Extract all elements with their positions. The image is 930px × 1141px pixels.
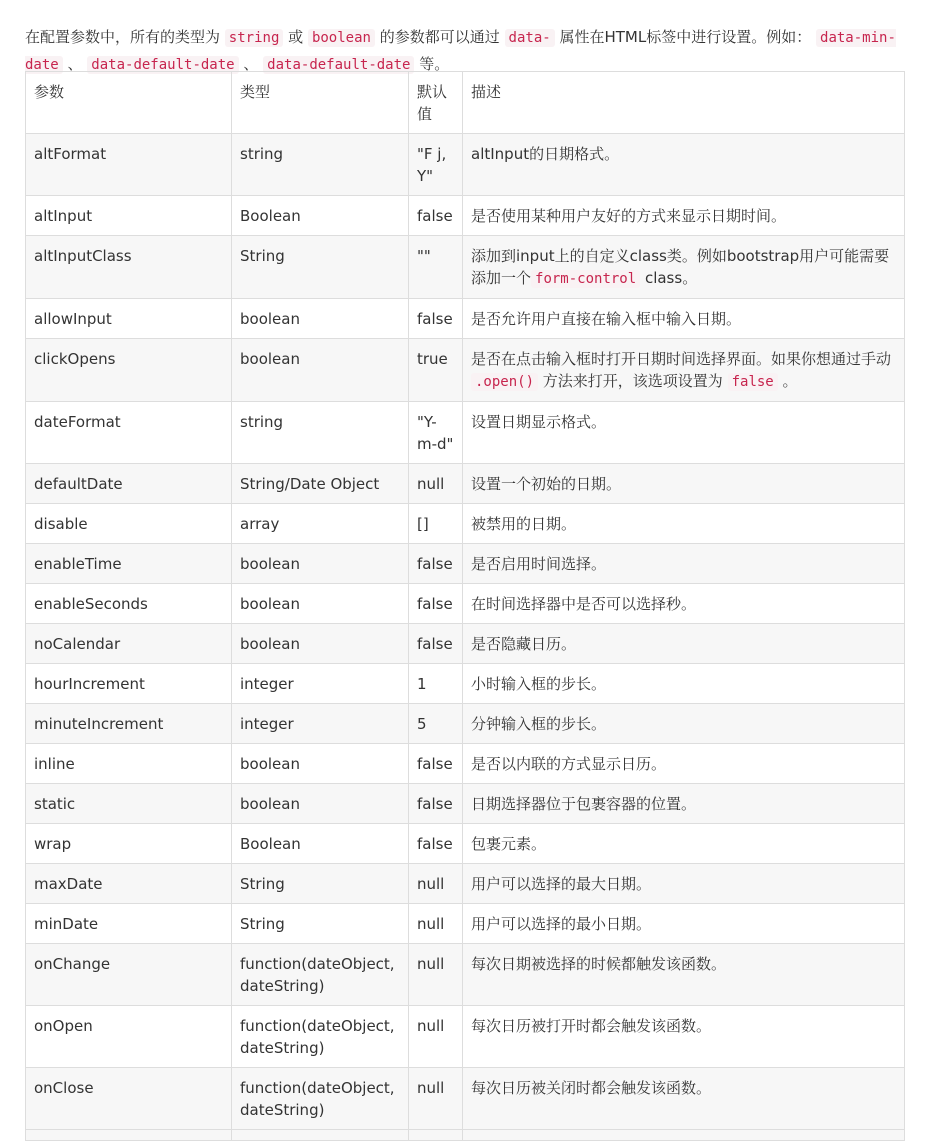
table-row (26, 236, 905, 299)
table-row (26, 784, 905, 824)
inline-code: string (225, 29, 284, 47)
cell-description: 设置日期显示格式。 (463, 402, 905, 464)
cell-default: false (409, 544, 463, 584)
cell-type: string (232, 402, 409, 464)
table-row (26, 664, 905, 704)
cell-default: false (409, 299, 463, 339)
cell-default: null (409, 1068, 463, 1130)
intro-text: 的参数都可以通过 (379, 28, 500, 46)
desc-text: 添加到input上的自定义class类。例如bootstrap用户可能需要添加一个 (471, 247, 890, 287)
table-row (26, 1006, 905, 1068)
cell-empty (409, 1130, 463, 1141)
desc-text: class。 (644, 269, 698, 287)
cell-param: defaultDate (26, 464, 232, 504)
cell-param: inline (26, 744, 232, 784)
intro-text: 或 (288, 28, 304, 46)
header-type: 类型 (232, 72, 409, 134)
cell-param: static (26, 784, 232, 824)
intro-paragraph (25, 24, 905, 78)
desc-text: 是否在点击输入框时打开日期时间选择界面。如果你想通过手动 (471, 350, 892, 368)
cell-default: false (409, 744, 463, 784)
desc-text: 。 (782, 372, 798, 390)
cell-default: false (409, 196, 463, 236)
cell-type: Boolean (232, 196, 409, 236)
intro-text: 属性在HTML标签中进行设置。例如： (559, 28, 812, 46)
table-row (26, 402, 905, 464)
inline-code: data- (505, 29, 555, 47)
cell-param: minuteIncrement (26, 704, 232, 744)
cell-type: boolean (232, 584, 409, 624)
cell-type: boolean (232, 299, 409, 339)
intro-text: 、 (67, 55, 83, 73)
table-row (26, 624, 905, 664)
cell-description (463, 339, 905, 402)
cell-type: Boolean (232, 824, 409, 864)
table-row (26, 196, 905, 236)
table-row (26, 299, 905, 339)
desc-text: 方法来打开，该选项设置为 (542, 372, 723, 390)
cell-description: 是否允许用户直接在输入框中输入日期。 (463, 299, 905, 339)
cell-type: String/Date Object (232, 464, 409, 504)
cell-default: "" (409, 236, 463, 299)
cell-param: altInput (26, 196, 232, 236)
intro-text: 、 (243, 55, 259, 73)
cell-description: 是否使用某种用户友好的方式来显示日期时间。 (463, 196, 905, 236)
cell-type: array (232, 504, 409, 544)
cell-default: null (409, 464, 463, 504)
inline-code: form-control (531, 270, 640, 288)
cell-param: altInputClass (26, 236, 232, 299)
cell-default: false (409, 624, 463, 664)
cell-default: null (409, 904, 463, 944)
cell-description: 是否启用时间选择。 (463, 544, 905, 584)
table-row (26, 944, 905, 1006)
cell-empty (463, 1130, 905, 1141)
cell-default: null (409, 864, 463, 904)
cell-description: 是否以内联的方式显示日历。 (463, 744, 905, 784)
cell-param: allowInput (26, 299, 232, 339)
cell-description: 用户可以选择的最小日期。 (463, 904, 905, 944)
cell-type: function(dateObject, dateString) (232, 1068, 409, 1130)
header-description: 描述 (463, 72, 905, 134)
inline-code: .open() (471, 373, 538, 391)
cell-default: 5 (409, 704, 463, 744)
cell-description: 分钟输入框的步长。 (463, 704, 905, 744)
cell-description: 被禁用的日期。 (463, 504, 905, 544)
cell-default: "F j, Y" (409, 134, 463, 196)
inline-code: false (728, 373, 778, 391)
cell-type: integer (232, 664, 409, 704)
cell-default: [] (409, 504, 463, 544)
table-row (26, 904, 905, 944)
cell-param: wrap (26, 824, 232, 864)
header-default: 默认值 (409, 72, 463, 134)
cell-param: hourIncrement (26, 664, 232, 704)
intro-text: 等。 (419, 55, 450, 73)
table-row-partial (26, 1130, 905, 1141)
table-row (26, 339, 905, 402)
table-row (26, 864, 905, 904)
table-row (26, 704, 905, 744)
table-row (26, 584, 905, 624)
cell-default: null (409, 1006, 463, 1068)
cell-default: false (409, 584, 463, 624)
cell-description: 包裹元素。 (463, 824, 905, 864)
inline-code: data-min-date (25, 30, 896, 73)
cell-empty (26, 1130, 232, 1141)
inline-code: data-default-date (87, 56, 238, 74)
cell-description: 日期选择器位于包裹容器的位置。 (463, 784, 905, 824)
cell-default: 1 (409, 664, 463, 704)
cell-param: onChange (26, 944, 232, 1006)
cell-param: noCalendar (26, 624, 232, 664)
table-row (26, 544, 905, 584)
table-row (26, 744, 905, 784)
inline-code: boolean (308, 29, 375, 47)
table-header-row (26, 72, 905, 134)
cell-param: dateFormat (26, 402, 232, 464)
cell-param: disable (26, 504, 232, 544)
cell-type: String (232, 236, 409, 299)
cell-param: altFormat (26, 134, 232, 196)
header-param: 参数 (26, 72, 232, 134)
cell-type: integer (232, 704, 409, 744)
cell-type: boolean (232, 544, 409, 584)
cell-description: 是否隐藏日历。 (463, 624, 905, 664)
cell-description (463, 236, 905, 299)
cell-param: clickOpens (26, 339, 232, 402)
cell-description: altInput的日期格式。 (463, 134, 905, 196)
cell-description: 每次日历被关闭时都会触发该函数。 (463, 1068, 905, 1130)
cell-param: maxDate (26, 864, 232, 904)
cell-empty (232, 1130, 409, 1141)
options-table (25, 71, 905, 1141)
cell-type: boolean (232, 339, 409, 402)
cell-param: enableSeconds (26, 584, 232, 624)
cell-description: 小时输入框的步长。 (463, 664, 905, 704)
cell-param: enableTime (26, 544, 232, 584)
cell-type: function(dateObject, dateString) (232, 944, 409, 1006)
cell-description: 每次日历被打开时都会触发该函数。 (463, 1006, 905, 1068)
table-row (26, 1068, 905, 1130)
table-row (26, 464, 905, 504)
cell-default: false (409, 824, 463, 864)
cell-type: boolean (232, 784, 409, 824)
cell-description: 用户可以选择的最大日期。 (463, 864, 905, 904)
cell-default: null (409, 944, 463, 1006)
table-row (26, 504, 905, 544)
cell-default: "Y-m-d" (409, 402, 463, 464)
cell-type: string (232, 134, 409, 196)
table-row (26, 134, 905, 196)
table-row (26, 824, 905, 864)
cell-type: boolean (232, 744, 409, 784)
cell-param: onOpen (26, 1006, 232, 1068)
cell-type: String (232, 864, 409, 904)
cell-description: 在时间选择器中是否可以选择秒。 (463, 584, 905, 624)
cell-param: minDate (26, 904, 232, 944)
cell-type: boolean (232, 624, 409, 664)
inline-code: data-default-date (263, 56, 414, 74)
cell-type: function(dateObject, dateString) (232, 1006, 409, 1068)
cell-description: 设置一个初始的日期。 (463, 464, 905, 504)
cell-param: onClose (26, 1068, 232, 1130)
cell-default: false (409, 784, 463, 824)
cell-type: String (232, 904, 409, 944)
cell-description: 每次日期被选择的时候都触发该函数。 (463, 944, 905, 1006)
cell-default: true (409, 339, 463, 402)
intro-text: 在配置参数中，所有的类型为 (25, 28, 221, 46)
